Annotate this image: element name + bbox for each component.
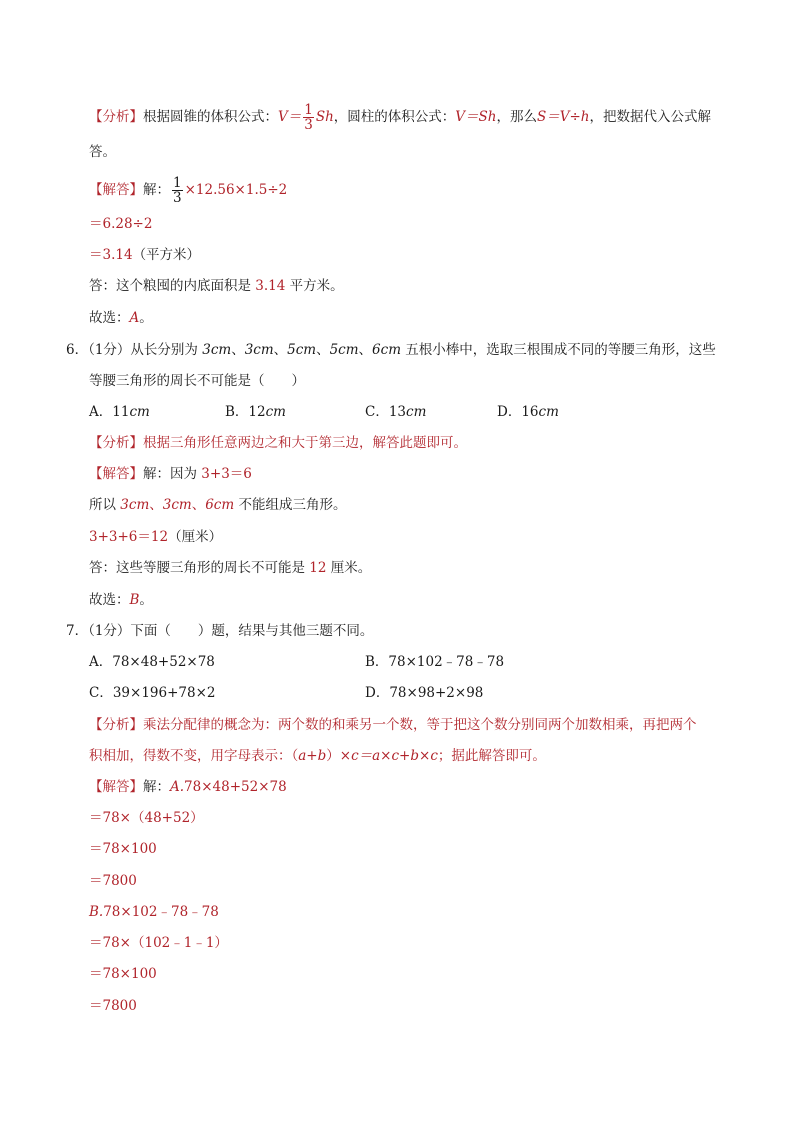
q6-solution-line: 【解答】解：因为 3+3＝6 [89, 466, 252, 482]
solution-tag: 【解答】 [89, 779, 143, 795]
analysis-tag: 【分析】 [89, 109, 143, 125]
q6-analysis: 【分析】根据三角形任意两边之和大于第三边，解答此题即可。 [89, 435, 467, 451]
q7-option-c[interactable]: C．39×196+78×2 [89, 685, 216, 701]
q7-step: ＝78×100 [89, 966, 157, 982]
q6-option-c[interactable]: C．13cm [365, 404, 427, 420]
q7-option-d[interactable]: D．78×98+2×98 [365, 685, 484, 701]
q6-stem-line1: 6．（1分）从长分别为 3cm、3cm、5cm、5cm、6cm 五根小棒中，选取三根围成不同的等腰三角形，这些 [66, 342, 716, 358]
analysis-tag: 【分析】 [89, 435, 143, 451]
q7-step: ＝7800 [89, 873, 137, 889]
q7-analysis-line1: 【分析】乘法分配律的概念为：两个数的和乘另一个数，等于把这个数分别同两个加数相乘，再把两个 [89, 717, 697, 733]
q6-option-d[interactable]: D．16cm [497, 404, 559, 420]
solution-tag: 【解答】 [89, 182, 143, 198]
q6-answer: 答：这些等腰三角形的周长不可能是 12 厘米。 [89, 560, 372, 576]
solution-tag: 【解答】 [89, 466, 143, 482]
q5-analysis-line1: 【分析】根据圆锥的体积公式：V＝ $\frac{1}{3}$ Sh，圆柱的体积公式：V＝Sh，那么S＝V÷h，把数据代入公式解 [89, 102, 712, 133]
q6-sum-line: 3+3+6＝12（厘米） [89, 529, 223, 545]
q6-option-a[interactable]: A．11cm [89, 404, 150, 420]
q7-step: ＝78×100 [89, 841, 157, 857]
q5-analysis-line2: 答。 [89, 144, 116, 160]
q6-so-line: 所以 3cm、3cm、6cm 不能组成三角形。 [89, 497, 347, 513]
q7-analysis-line2: 积相加，得数不变，用字母表示：（a+b）×c＝a×c+b×c；据此解答即可。 [89, 748, 546, 764]
analysis-tag: 【分析】 [89, 717, 143, 733]
q5-choice: 故选：A。 [89, 310, 153, 326]
fraction-one-third: $\frac{1}{3}$ [304, 102, 313, 133]
q5-step-2: ＝3.14（平方米） [89, 247, 201, 263]
q7-solution-line: 【解答】解：A.78×48+52×78 [89, 779, 287, 795]
q6-option-b[interactable]: B．12cm [225, 404, 286, 420]
q7-step: B.78×102﹣78﹣78 [89, 904, 219, 920]
q7-step: ＝7800 [89, 998, 137, 1014]
q5-answer: 答：这个粮囤的内底面积是 3.14 平方米。 [89, 278, 344, 294]
q7-stem: 7．（1分）下面（ ）题，结果与其他三题不同。 [66, 623, 374, 639]
q7-option-b[interactable]: B．78×102﹣78﹣78 [365, 654, 505, 670]
q7-step: ＝78×（102﹣1﹣1） [89, 935, 228, 951]
q5-solution-line: 【解答】解： $\frac{1}{3}$ ×12.56×1.5÷2 [89, 175, 288, 206]
q7-step: ＝78×（48+52） [89, 810, 204, 826]
fraction-one-third: $\frac{1}{3}$ [173, 175, 182, 206]
q5-step-1: ＝6.28÷2 [89, 216, 153, 232]
q6-choice: 故选：B。 [89, 592, 153, 608]
q7-option-a[interactable]: A．78×48+52×78 [89, 654, 215, 670]
q6-stem-line2: 等腰三角形的周长不可能是（ ） [89, 373, 305, 389]
